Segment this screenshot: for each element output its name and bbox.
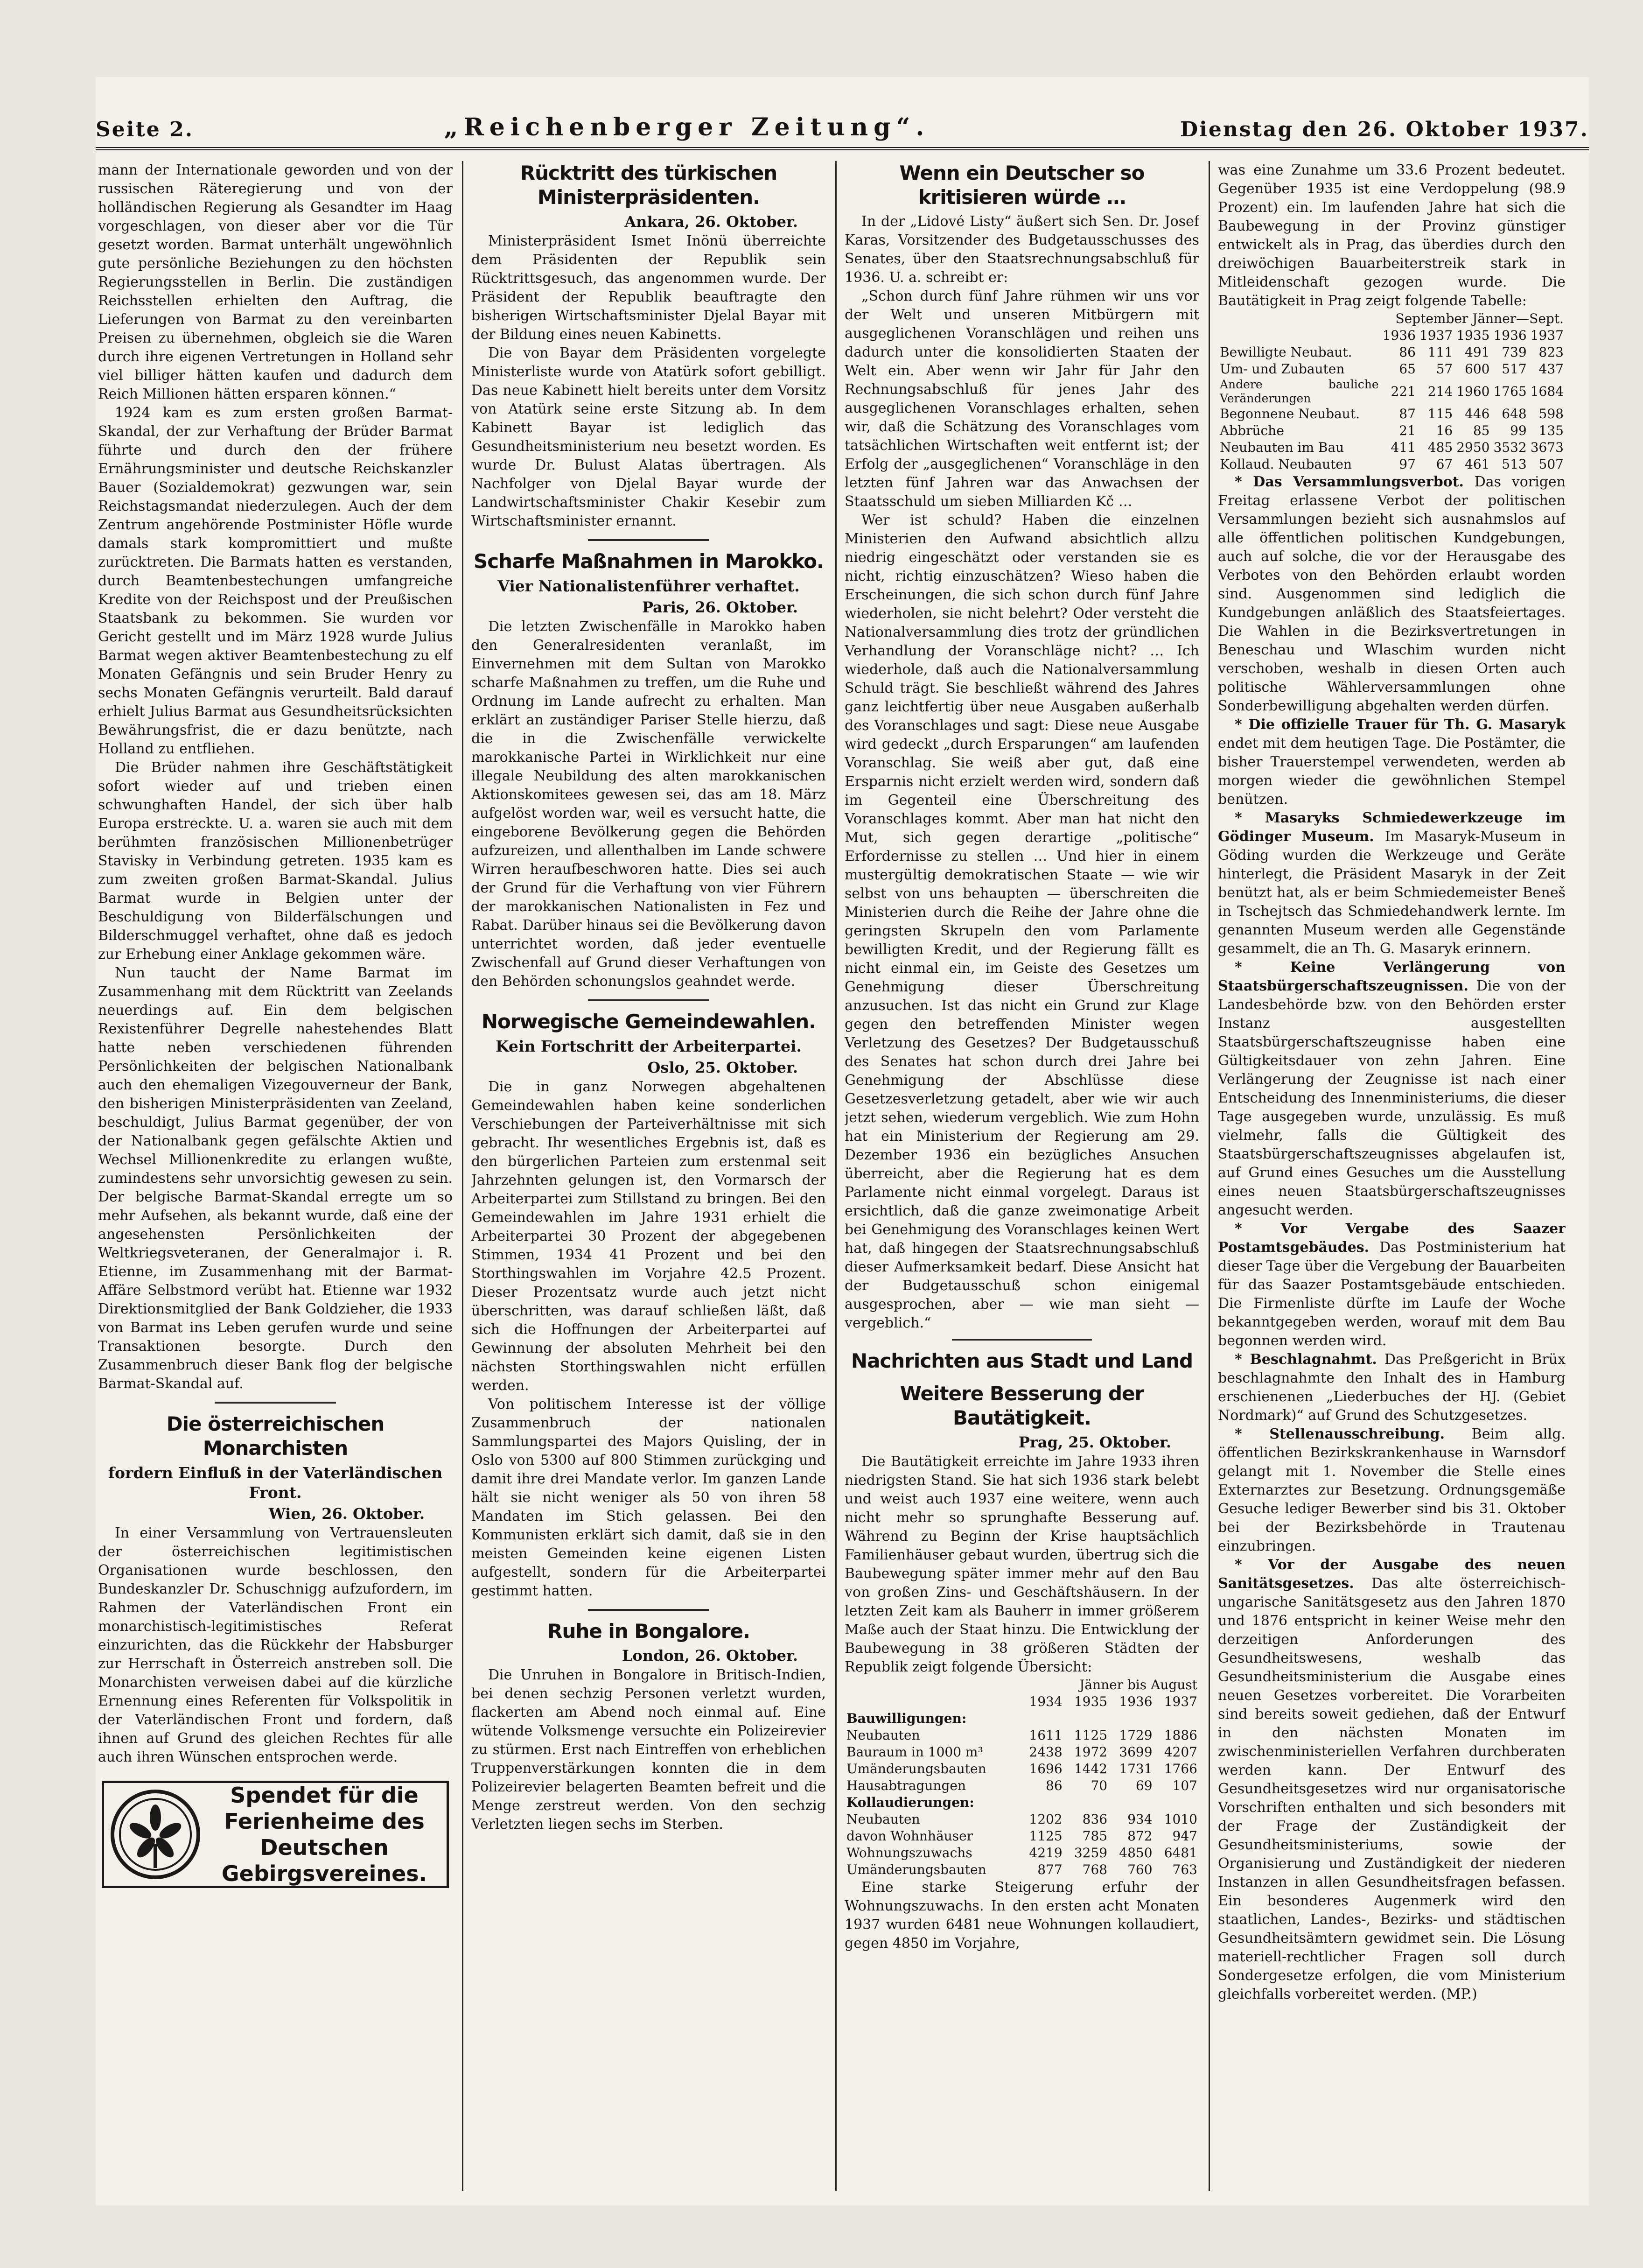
column-rule — [462, 161, 463, 2191]
table-row: Umänderungsbauten 1696 1442 1731 1766 — [846, 1761, 1197, 1776]
paragraph: Die in ganz Norwegen abgehaltenen Gemeindewahlen haben keine sonderlichen Verschiebungen der Parteiverhältnisse mit sich gebracht. Ihr wesentliches Ergebnis ist, daß es den bürgerlichen Parteien zum erstenmal seit Jahrzehnten gelungen ist, den Vormarsch der Arbeiterpartei zum Stillstand zu bringen. Bei den Gemeindewahlen im Jahre 1931 erhielt die Arbeiterpartei 30 Prozent der abgegebenen Stimmen, 1934 41 Prozent und bei den Storthingswahlen im Vorjahre 42.5 Prozent. Dieser Prozentsatz wurde auch jetzt nicht überschritten, was darauf schließen läßt, daß sich die Hoffnungen der Arbeiterpartei auf Gewinnung der absoluten Mehrheit bei den nächsten Storthingswahlen nicht erfüllen werden. — [471, 1079, 826, 1394]
article-headline: Norwegische Gemeindewahlen. — [481, 1010, 816, 1033]
table-row: Hausabtragungen 86 70 69 107 — [846, 1778, 1197, 1793]
news-item-title: * Vor Vergabe des Saazer Postamtsgebäudes. — [1218, 1221, 1566, 1256]
paragraph: Von politischem Interesse ist der völlige Zusammenbruch der nationalen Sammlungspartei des Majors Quisling, der in Oslo von 5300 auf 800 Stimmen zurückging und damit ihre drei Mandate verlor. Im ganzen Lande hält sie nicht weniger als 50 von ihren 58 Mandaten im Stich gelassen. Bei den Kommunisten erklärt sich damit, daß sie in den meisten Gemeinden keine eigenen Listen aufgestellt, sondern für die Arbeiterpartei gestimmt hatten. — [471, 1396, 826, 1599]
paragraph: Eine starke Steigerung erfuhr der Wohnungszuwachs. In den ersten acht Monaten 1937 wurden 6481 neue Wohnungen kollaudiert, gegen 4850 im Vorjahre, — [845, 1879, 1199, 1952]
paragraph: Wer ist schuld? Haben die einzelnen Ministerien den Aufwand absichtlich allzu niedrig eingeschätzt oder verstanden sie es nicht, richtig einzuschätzen? Wieso haben die Erscheinungen, die sich schon durch fünf Jahre wiederholen, sie nicht belehrt? Oder versteht die Nationalversammlung dies trotz der gründlichen Verhandlung der Voranschläge nicht? … Ich wiederhole, daß auch die Nationalversammlung Schuld trägt. Sie beschließt während des Jahres ganz leichtfertig über neue Ausgaben außerhalb des Voranschlages und sagt: Diese neue Ausgabe wird gedeckt „durch Ersparungen“ am laufenden Voranschlag. Sie weiß aber gut, daß eine Ersparnis nicht erzielt werden wird, sondern daß im Gegenteil eine Überschreitung des Voranschlages kommt. Aber man hat nicht den Mut, sich gegen derartige „politische“ Erfordernisse zu stellen … Und hier in einem mustergültig demokratischen Staate — wie wir selbst von uns behaupten — überschreiten die Ministerien durch die Reihe der Jahre ohne die geringsten Skrupeln den vom Parlamente bewilligten Kredit, und der Regierung fällt es nicht einmal ein, im Geiste des Gesetzes um Genehmigung dieser Überschreitung anzusuchen. Ist das nicht ein Grund zur Klage gegen den betreffenden Minister wegen Verletzung des Gesetzes? Der Budgetausschuß des Senates hat schon durch drei Jahre bei Genehmigung der Abschlüsse diese Gesetzesverletzung getadelt, aber wie wir auch jetzt sehen, wiederum vergeblich. Wie zum Hohn hat ein Ministerium der Regierung am 29. Dezember 1936 ein bezügliches Ansuchen überreicht, aber die Regierung hat es dem Parlamente nicht einmal vorgelegt. Daraus ist ersichtlich, daß die ganze zweimonatige Arbeit bei Genehmigung des Voranschlages keinen Wert hat, daß hingegen der Staatsrechnungsabschluß dieser Aufmerksamkeit bedarf. Diese Ansicht hat der Budgetausschuß schon einigemal ausgesprochen, aber — wie man sieht — vergeblich.“ — [845, 512, 1199, 1331]
table-row: Umänderungsbauten 877 768 760 763 — [846, 1862, 1197, 1877]
table-caption: September Jänner—Sept. — [1395, 311, 1564, 326]
masthead: „Reichenberger Zeitung“. — [444, 113, 930, 141]
table-row: Kollaud. Neubauten 97 67 461 513 507 — [1220, 456, 1564, 472]
column-4 — [1218, 161, 1566, 2191]
section-headline: Nachrichten aus Stadt und Land — [851, 1349, 1193, 1372]
page-number: Seite 2. — [96, 118, 194, 141]
news-item: * Masaryks Schmiedewerkzeuge im Gödinger Museum. Im Masaryk-Museum in Göding wurden die Werkzeuge und Geräte hinterlegt, die Präsident Masaryk in der Zeit benützt hat, als er beim Schmiedemeister Beneš in Tschejtsch das Schmiedehandwerk lernte. Im genannten Museum werden alle Gegenstände gesammelt, die an Th. G. Masaryk erinnern. — [1218, 810, 1566, 957]
article-headline: Scharfe Maßnahmen in Marokko. — [474, 550, 824, 573]
article-subheadline: Kein Fortschritt der Arbeiterpartei. — [495, 1037, 802, 1055]
news-item: * Vor der Ausgabe des neuen Sanitätsgesetzes. Das alte österreichisch-ungarische Sanitätsgesetz aus den Jahren 1870 und 1876 entspricht in keiner Weise mehr den derzeitigen Anforderungen des Gesundheitswesens, weshalb das Gesundheitsministerium die Ausgabe eines neuen Gesetzes vorbereitet. Die Vorarbeiten sind bereits soweit gediehen, daß der Entwurf in den nächsten Monaten im zwischenministeriellen Verfahren durchberaten werden kann. Der Entwurf des Gesundheitsgesetzes wird nur organisatorische Vorschriften enthalten und sich besonders mit der Frage der Zuständigkeit der Gesundheitsministeriums, sowie der Organisierung und Zuständigkeit der niederen Instanzen in allen Gesundheitsfragen befassen. Ein besonderes Augenmerk wird den staatlichen, Landes-, Bezirks- und städtischen Gesundheitsämtern gewidmet sein. Die Lösung materiell-rechtlicher Fragen soll durch Sondergesetze erfolgen, die vom Ministerium gleichfalls vorbereitet werden. (MP.) — [1218, 1557, 1566, 2002]
column-rule — [1209, 161, 1210, 2191]
construction-table — [845, 1677, 1199, 1878]
news-item: * Stellenausschreibung. Beim allg. öffentlichen Bezirkskrankenhause in Warnsdorf gelangt mit 1. November die Stelle eines Externarztes zur Besetzung. Ordnungsgemäße Gesuche lediger Bewerber sind bis 31. Oktober bei der Bezirksbehörde in Trautenau einzubringen. — [1218, 1426, 1566, 1554]
table-row: Abbrüche 21 16 85 99 135 — [1220, 423, 1564, 438]
article-headline: Weitere Besserung der Bautätigkeit. — [900, 1382, 1144, 1429]
article-headline: Ruhe in Bongalore. — [547, 1620, 750, 1643]
paragraph: Die Brüder nahmen ihre Geschäftstätigkeit sofort wieder auf und trieben einen schwunghaften Handel, der sich über halb Europa erstreckte. U. a. waren sie auch mit dem berühmten französischen Millionenbetrüger Stavisky in Verbindung getreten. 1935 kam es zum zweiten großen Barmat-Skandal. Julius Barmat wurde in Belgien unter der Beschuldigung von Bilderfälschungen und Bilderschmuggel verhaftet, ohne daß es jedoch zur Erhebung einer Anklage gekommen wäre. — [98, 759, 453, 962]
table-row: Neubauten im Bau 411 485 2950 3532 3673 — [1220, 440, 1564, 455]
page-header — [96, 105, 1589, 150]
paragraph: Ministerpräsident Ismet Inönü überreichte dem Präsidenten der Republik sein Rücktrittsgesuch, das angenommen wurde. Der Präsident der Republik beauftragte den bisherigen Wirtschaftsminister Djelal Bayar mit der Bildung eines neuen Kabinetts. — [471, 233, 826, 343]
table-section-label: Kollaudierungen: — [846, 1795, 974, 1810]
paragraph: Nun taucht der Name Barmat im Zusammenhang mit dem Rücktritt van Zeelands neuerdings auf. Ein dem belgischen Rexistenführer Degrelle nahestehendes Blatt hatte neben verschiedenen führenden Persönlichkeiten der belgischen Nationalbank auch den ehemaligen Vizegouverneur der Bank, den bisherigen Ministerpräsidenten van Zeeland, beschuldigt, Julius Barmat gegenüber, der von der Nationalbank gegen gefälschte Aktien und Wechsel Millionenkredite zu erlangen wußte, zumindestens sehr unvorsichtig gewesen zu sein. Der belgische Barmat-Skandal erregte um so mehr Aufsehen, als bekannt wurde, daß eine der angesehensten Persönlichkeiten der Weltkriegsveteranen, der Generalmajor i. R. Etienne, im Zusammenhang mit der Barmat-Affäre Selbstmord verübt hat. Etienne war 1932 Direktionsmitglied der Bank Goldzieher, die 1933 von Barmat ins Leben gerufen wurde und seine Transaktionen besorgte. Durch den Zusammenbruch dieser Bank flog der belgische Barmat-Skandal auf. — [98, 965, 453, 1392]
news-item-title: * Keine Verlängerung von Staatsbürgerschaftszeugnissen. — [1218, 959, 1566, 994]
news-item-title: * Stellenausschreibung. — [1235, 1426, 1445, 1442]
paragraph: In der „Lidové Listy“ äußert sich Sen. Dr. Josef Karas, Vorsitzender des Budgetausschusses des Senates, über den Staatsrechnungsabschluß für 1936. U. a. schreibt er: — [845, 213, 1199, 286]
table-row: Bauraum in 1000 m³ 2438 1972 3699 4207 — [846, 1744, 1197, 1760]
table-row: Um- und Zubauten 65 57 600 517 437 — [1220, 361, 1564, 377]
divider — [215, 1402, 336, 1404]
divider — [588, 999, 709, 1001]
news-item-title: * Das Versammlungsverbot. — [1235, 474, 1464, 490]
table-header-row: 1936 1937 1935 1936 1937 — [1382, 328, 1564, 343]
article-headline: Die österreichischen Monarchisten — [166, 1412, 385, 1460]
column-rule — [835, 161, 837, 2191]
dateline: Prag, 25. Oktober. — [1018, 1433, 1171, 1451]
news-item: * Keine Verlängerung von Staatsbürgerschaftszeugnissen. Die von der Landesbehörde bzw. von den Behörden erster Instanz ausgestellten Staatsbürgerschaftszeugnisse haben eine Gültigkeitsdauer von zehn Jahren. Eine Verlängerung der Zeugnisse ist nach einer Entscheidung des Innenministeriums, die dieser Tage ausgegeben wurde, unzulässig. Es muß vielmehr, falls die Gültigkeit des Staatsbürgerschaftszeugnisses abgelaufen ist, auf Grund eines Gesuches um die Ausstellung eines neuen Staatsbürgerschaftszeugnisses angesucht werden. — [1218, 959, 1566, 1218]
paragraph: Die letzten Zwischenfälle in Marokko haben den Generalresidenten veranlaßt, im Einvernehmen mit dem Sultan von Marokko scharfe Maßnahmen zu treffen, um die Ruhe und Ordnung im Lande aufrecht zu erhalten. Man erklärt an zuständiger Pariser Stelle hierzu, daß die in die Zwischenfälle verwickelte marokkanische Partei in Wirklichkeit nur eine illegale Neubildung des alten marokkanischen Aktionskomitees gewesen sei, das am 18. März aufgelöst worden war, weil es versucht hatte, die eingeborene Bevölkerung gegen die Behörden aufzureizen, und allenthalben im Lande schwere Wirren heraufbeschworen hatte. Dies sei auch der Grund für die Verhaftung von vier Führern der marokkanischen Nationalisten in Fez und Rabat. Darüber hinaus sei die Bevölkerung davon unterrichtet worden, daß jeder eventuelle Zwischenfall auf Grund dieser Verhaftungen von den Behörden schonungslos geahndet werde. — [471, 618, 826, 990]
paragraph: 1924 kam es zum ersten großen Barmat-Skandal, der zur Verhaftung der Brüder Barmat führte und durch den der frühere Ernährungsminister und deutsche Reichskanzler Bauer (Sozialdemokrat) gezwungen war, sein Reichstagsmandat niederzulegen. Auch der dem Zentrum angehörende Postminister Höfle wurde damals stark kompromittiert und mußte zurücktreten. Die Barmats hatten es verstanden, durch Beamtenbestechungen umfangreiche Kredite von der Reichspost und der Preußischen Staatsbank zu bekommen. Sie wurden vor Gericht gestellt und im März 1928 wurde Julius Barmat wegen aktiver Beamtenbestechung zu elf Monaten Gefängnis und sein Bruder Henry zu sechs Monaten Gefängnis verurteilt. Bald darauf erhielt Julius Barmat aus Gesundheitsrücksichten Bewährungsfrist, die er dazu benützte, nach Holland zu entfliehen. — [98, 405, 453, 757]
table-caption: Jänner bis August — [1079, 1677, 1197, 1692]
advertisement-text: Spendet für die Ferienheime des Deutschen Gebirgsvereines. — [221, 1783, 427, 1886]
table-row: Wohnungszuwachs 4219 3259 4850 6481 — [846, 1845, 1197, 1861]
table-row: Bewilligte Neubaut. 86 111 491 739 823 — [1220, 344, 1564, 360]
issue-date: Dienstag den 26. Oktober 1937. — [1180, 118, 1589, 141]
news-item: * Beschlagnahmt. Das Preßgericht in Brüx beschlagnahmte den Inhalt des in Hamburg erschienenen „Liederbuches der HJ. (Gebiet Nordmark)“ auf Grund des Schutzgesetzes. — [1218, 1351, 1566, 1424]
paragraph: Die Bautätigkeit erreichte im Jahre 1933 ihren niedrigsten Stand. Sie hat sich 1936 stark belebt und weist auch 1937 eine weitere, wenn auch nicht mehr so sprunghafte Besserung auf. Während zu Beginn der Krise hauptsächlich Familienhäuser gebaut wurden, übertrug sich die Baubewegung später immer mehr auf den Bau von großen Zins- und Geschäftshäusern. In der letzten Zeit kam als Bauherr in immer größerem Maße auch der Staat hinzu. Die Entwicklung der Baubewegung in 38 größeren Städten der Republik zeigt folgende Übersicht: — [845, 1453, 1199, 1675]
edelweiss-emblem-icon — [109, 1788, 202, 1881]
news-item-title: * Vor der Ausgabe des neuen Sanitätsgesetzes. — [1218, 1557, 1566, 1592]
news-item: * Vor Vergabe des Saazer Postamtsgebäudes. Das Postministerium hat dieser Tage über die Vergebung der Bauarbeiten für das Saazer Postamtsgebäude entschieden. Die Firmenliste dürfte im Laufe der Woche bekanntgegeben werden, worauf mit dem Bau begonnen werden wird. — [1218, 1221, 1566, 1349]
dateline: Wien, 26. Oktober. — [268, 1505, 425, 1523]
divider — [588, 539, 709, 541]
article-headline: Wenn ein Deutscher so kritisieren würde … — [899, 161, 1145, 209]
prague-construction-table — [1218, 310, 1566, 473]
dateline: London, 26. Oktober. — [622, 1647, 798, 1664]
paragraph: Die von Bayar dem Präsidenten vorgelegte Ministerliste wurde von Atatürk sofort gebilligt. Das neue Kabinett hielt bereits unter dem Vorsitz von Atatürk seine erste Sitzung ab. In dem Kabinett Bayar ist lediglich das Gesundheitsministerium neu besetzt worden. Es wurde Dr. Bulust Alatas übertragen. Als Nachfolger von Djelal Bayar wurde der Landwirtschaftsminister Chakir Kesebir zum Wirtschaftsminister ernannt. — [471, 345, 826, 529]
column-3 — [845, 161, 1199, 2191]
news-item-title: * Masaryks Schmiedewerkzeuge im Gödinger Museum. — [1218, 810, 1566, 845]
news-item: * Das Versammlungsverbot. Das vorigen Freitag erlassene Verbot der politischen Versammlungen bezieht sich ausnahmslos auf alle öffentlichen politischen Kundgebungen, auch auf solche, die vor der Herausgabe des Verbotes von den Behörden erlaubt worden sind. Ausgenommen sind lediglich die Kundgebungen anläßlich des Staatsfeiertages. Die Wahlen in die Bezirksvertretungen in Beneschau und Wlaschim wurden nicht verschoben, weshalb in diesen Orten auch politische Wählerversammlungen ohne Sonderbewilligung abgehalten werden dürfen. — [1218, 474, 1566, 714]
paragraph: was eine Zunahme um 33.6 Prozent bedeutet. Gegenüber 1935 ist eine Verdoppelung (98.9 Prozent) ein. Im laufenden Jahre hat sich die Baubewegung in der Provinz günstiger entwickelt als in Prag, das überdies durch den dreiwöchigen Bauarbeiterstreik stark in Mitleidenschaft gezogen wurde. Die Bautätigkeit in Prag zeigt folgende Tabelle: — [1218, 162, 1566, 309]
dateline: Ankara, 26. Oktober. — [624, 213, 798, 231]
column-1 — [98, 161, 453, 2191]
advertisement-box — [102, 1781, 449, 1888]
article-headline: Rücktritt des türkischen Ministerpräsidenten. — [520, 161, 777, 209]
table-row: Neubauten 1611 1125 1729 1886 — [846, 1727, 1197, 1743]
table-section-label: Bauwilligungen: — [846, 1711, 967, 1726]
paragraph: In einer Versammlung von Vertrauensleuten der österreichischen legitimistischen Organisationen wurde beschlossen, den Bundeskanzler Dr. Schuschnigg aufzufordern, im Rahmen der Vaterländischen Front ein monarchistisch-legitimistisches Referat einzurichten, das die Rückkehr der Habsburger zur Herrschaft in Österreich anstreben soll. Die Monarchisten verweisen dabei auf die kürzliche Ernennung eines Referenten für Volkspolitik in der Vaterländischen Front und fordern, daß ihnen auf Grund des gleichen Rechtes für alle auch ihren Wünschen entsprochen werde. — [98, 1525, 453, 1765]
table-header-row: 1934 1935 1936 1937 — [1029, 1694, 1197, 1709]
divider — [952, 1339, 1092, 1341]
dateline: Oslo, 25. Oktober. — [647, 1059, 798, 1076]
table-row: Begonnene Neubaut. 87 115 446 648 598 — [1220, 406, 1564, 421]
divider — [588, 1609, 709, 1611]
news-item-title: * Die offizielle Trauer für Th. G. Masaryk — [1235, 716, 1566, 733]
article-subheadline: Vier Nationalistenführer verhaftet. — [497, 577, 800, 595]
dateline: Paris, 26. Oktober. — [642, 598, 798, 616]
news-item: * Die offizielle Trauer für Th. G. Masaryk endet mit dem heutigen Tage. Die Postämter, die bisher Trauerstempel verwendeten, werden ab morgen wieder die gewöhnlichen Stempel benützen. — [1218, 716, 1566, 807]
column-2 — [471, 161, 826, 2191]
news-item-title: * Beschlagnahmt. — [1235, 1351, 1377, 1368]
table-row: Andere bauliche Veränderungen 221 214 1960 1765 1684 — [1220, 378, 1564, 405]
table-row: davon Wohnhäuser 1125 785 872 947 — [846, 1828, 1197, 1844]
table-row: Neubauten 1202 836 934 1010 — [846, 1812, 1197, 1827]
paragraph: mann der Internationale geworden und von der russischen Räteregierung und von der holländischen Regierung als Gesandter im Haag vorgeschlagen, von dieser aber vor die Tür gesetzt worden. Barmat unterhält ungewöhnlich gute persönliche Beziehungen zu den höchsten Regierungsstellen in Berlin. Die zuständigen Reichsstellen erhielten den Auftrag, die Lieferungen von Barmat zu den vereinbarten Preisen zu übernehmen, obgleich sie die Waren durch ihre eigenen Vertretungen in Holland sehr viel billiger hätten kaufen und dadurch dem Reich Millionen hätten ersparen können.“ — [98, 162, 453, 402]
paragraph: Die Unruhen in Bongalore in Britisch-Indien, bei denen sechzig Personen verletzt wurden, flackerten am Abend noch einmal auf. Eine wütende Volksmenge versuchte ein Polizeirevier zu stürmen. Erst nach Eintreffen von erheblichen Truppenverstärkungen konnten die in dem Polizeirevier belagerten Beamten befreit und die Menge zerstreut werden. Von den sechzig Verletzten liegen sechs im Sterben. — [471, 1667, 826, 1833]
paragraph: „Schon durch fünf Jahre rühmen wir uns vor der Welt und unseren Mitbürgern mit ausgeglichenen Voranschlägen und reihen uns dadurch unter die konsolidierten Staaten der Welt ein. Aber wenn wir Jahr für Jahr den Rechnungsabschluß für jenes Jahr des ausgeglichenen Voranschlages erhalten, sehen wir, daß die Schätzung des Voranschlages vom tatsächlichen Wirtschaften weit entfernt ist; der Erfolg der „ausgeglichenen“ Voranschläge in den letzten fünf Jahren war das Anwachsen der Staatsschuld um sieben Milliarden Kč … — [845, 288, 1199, 510]
article-subheadline: fordern Einfluß in der Vaterländischen Front. — [108, 1464, 443, 1502]
